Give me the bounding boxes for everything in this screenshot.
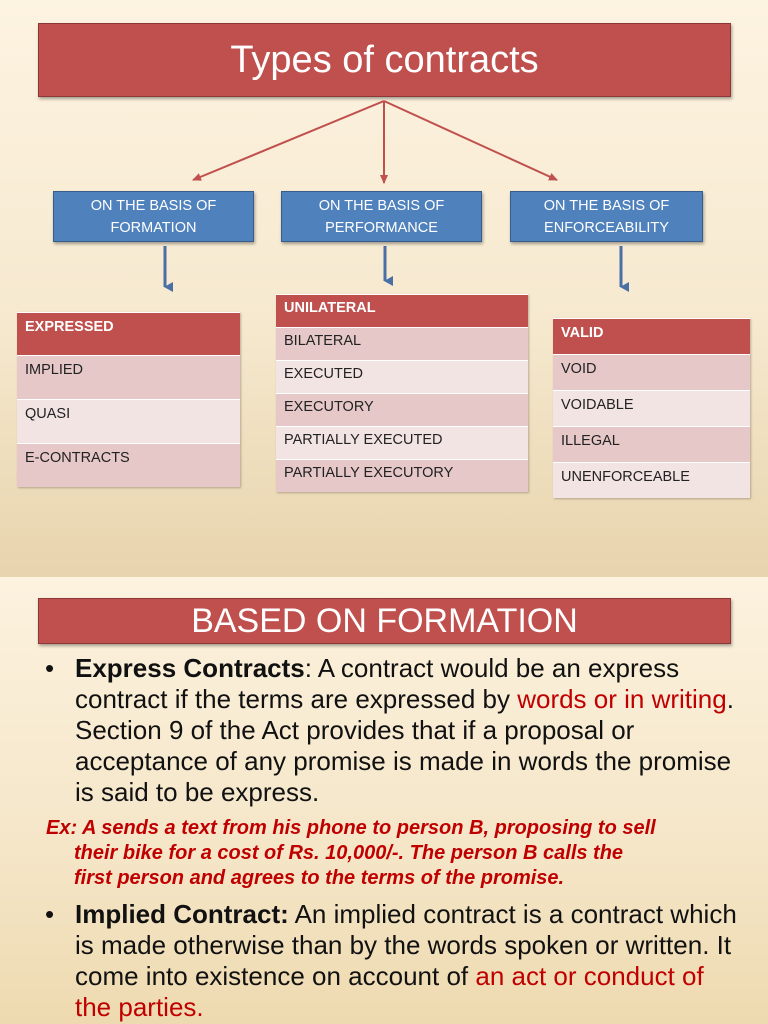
table-cell: BILATERAL bbox=[276, 328, 528, 361]
table-cell: VOIDABLE bbox=[553, 391, 750, 427]
basis-line2: FORMATION bbox=[110, 219, 197, 236]
basis-line1: ON THE BASIS OF bbox=[318, 197, 445, 214]
table-cell: IMPLIED bbox=[17, 356, 240, 400]
table-cell: EXECUTED bbox=[276, 361, 528, 394]
example-line: first person and agrees to the terms of the promise. bbox=[74, 867, 565, 889]
basis-line2: PERFORMANCE bbox=[325, 219, 438, 236]
slide-title: Types of contracts bbox=[38, 23, 731, 97]
table-cell: EXPRESSED bbox=[17, 313, 240, 356]
example-text bbox=[46, 816, 746, 891]
arrow-to-formation bbox=[193, 101, 384, 180]
example-line: Ex: A sends a text from his phone to person B, proposing to sell bbox=[46, 817, 656, 839]
term: Express Contracts bbox=[75, 653, 305, 683]
basis-enforceability-box bbox=[510, 191, 703, 242]
basis-performance-box bbox=[281, 191, 482, 242]
table-cell: EXECUTORY bbox=[276, 394, 528, 427]
performance-types-table bbox=[276, 294, 528, 492]
table-cell: E-CONTRACTS bbox=[17, 444, 240, 488]
enforceability-types-table bbox=[553, 318, 750, 498]
slide-title: BASED ON FORMATION bbox=[38, 598, 731, 644]
body-text: : A contract would be an express contract if the terms are expressed by bbox=[75, 653, 680, 714]
basis-line2: ENFORCEABILITY bbox=[544, 219, 669, 236]
highlight-text: words or in writing bbox=[517, 684, 727, 714]
basis-formation-box bbox=[53, 191, 254, 242]
arrow-to-enforceability bbox=[384, 101, 557, 180]
formation-types-table bbox=[17, 312, 240, 487]
table-cell: ILLEGAL bbox=[553, 427, 750, 463]
basis-line1: ON THE BASIS OF bbox=[90, 197, 217, 214]
example-line: their bike for a cost of Rs. 10,000/-. The person B calls the bbox=[74, 842, 624, 864]
bullet-implied-contract bbox=[45, 899, 745, 1023]
basis-line1: ON THE BASIS OF bbox=[543, 197, 670, 214]
table-cell: UNILATERAL bbox=[276, 295, 528, 328]
table-cell: VALID bbox=[553, 319, 750, 355]
table-cell: PARTIALLY EXECUTORY bbox=[276, 460, 528, 493]
table-cell: UNENFORCEABLE bbox=[553, 463, 750, 499]
body-text: . Section 9 of the Act provides that if a proposal or acceptance of any promise is made in words the promise is said to be express. bbox=[75, 684, 734, 807]
bullet-list bbox=[45, 899, 745, 1023]
table-cell: QUASI bbox=[17, 400, 240, 444]
highlight-text: an act or conduct of the parties. bbox=[75, 961, 704, 1022]
table-cell: PARTIALLY EXECUTED bbox=[276, 427, 528, 460]
bullet-express-contracts bbox=[45, 653, 745, 808]
bullet-list bbox=[45, 653, 745, 808]
body-text: An implied contract is a contract which is made otherwise than by the words spoken or written. It come into existence on account of bbox=[75, 899, 737, 991]
slide-based-on-formation bbox=[0, 577, 768, 1024]
table-cell: VOID bbox=[553, 355, 750, 391]
term: Implied Contract: bbox=[75, 899, 289, 929]
